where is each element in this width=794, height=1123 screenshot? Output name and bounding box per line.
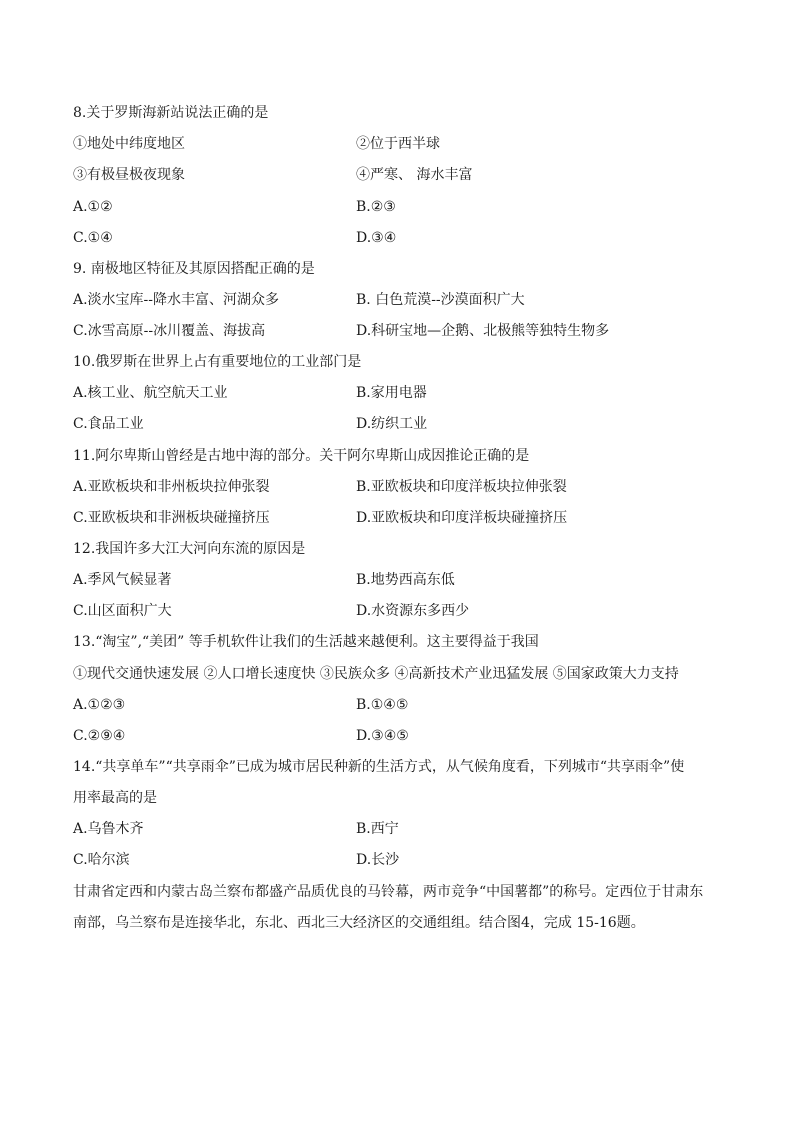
material-line-1: 甘肃省定西和内蒙古岛兰察布都盛产品质优良的马铃幕，两市竞争“中国薯都”的称号。定西位于甘肃东 xyxy=(73,884,704,900)
question-14-option-b: B.西宁 xyxy=(356,821,399,837)
question-12-option-b: B.地势西高东低 xyxy=(356,572,455,588)
question-11-option-c: C.亚欧板块和非洲板块碰撞挤压 xyxy=(73,510,270,526)
question-13-option-a: A.①②③ xyxy=(73,697,126,713)
question-14-option-a: A.乌鲁木齐 xyxy=(73,821,144,837)
question-14-stem-line-2: 用率最高的是 xyxy=(73,790,157,806)
question-8-item-1: ①地处中纬度地区 xyxy=(73,136,185,152)
question-11-options-row-2 xyxy=(73,508,723,528)
question-14-stem-line-1: 14.“共享单车”“共享雨伞”已成为城市居民种新的生活方式，从气候角度看，下列城市“共享雨伞”使 xyxy=(73,759,685,775)
question-13-option-d: D.③④⑤ xyxy=(356,728,409,744)
material-line-2: 南部，乌兰察布是连接华北，东北、西北三大经济区的交通组组。结合图4，完成 15-16题。 xyxy=(73,915,645,931)
question-9-option-c: C.冰雪高原--冰川覆盖、海拔高 xyxy=(73,323,266,339)
question-14-options-row-1 xyxy=(73,819,723,839)
question-12-option-c: C.山区面积广大 xyxy=(73,603,172,619)
question-11-option-d: D.亚欧板块和印度洋板块碰撞挤压 xyxy=(356,510,568,526)
question-9-options-row-2 xyxy=(73,321,723,341)
question-9-options-row-1 xyxy=(73,290,723,310)
question-10-options-row-1 xyxy=(73,383,723,403)
question-13-items: ①现代交通快速发展 ②人口增长速度快 ③民族众多 ④高新技术产业迅猛发展 ⑤国家政策大力支持 xyxy=(73,666,679,682)
question-11-option-a: A.亚欧板块和非州板块拉伸张裂 xyxy=(73,479,270,495)
question-12-options-row-1 xyxy=(73,570,723,590)
question-8-option-a: A.①② xyxy=(73,199,113,215)
question-13-stem: 13.“淘宝”,“美团” 等手机软件让我们的生活越来越便利。这主要得益于我国 xyxy=(73,634,539,650)
question-8-item-3: ③有极昼极夜现象 xyxy=(73,167,185,183)
question-8-item-4: ④严寒、 海水丰富 xyxy=(356,167,473,183)
question-14-option-d: D.长沙 xyxy=(356,852,400,868)
question-12-options-row-2 xyxy=(73,601,723,621)
question-13-option-c: C.②⑨④ xyxy=(73,728,126,744)
question-8-item-2: ②位于西半球 xyxy=(356,136,440,152)
question-10-option-d: D.纺织工业 xyxy=(356,416,428,432)
question-9-option-b: B. 白色荒漠--沙漠面积广大 xyxy=(356,292,525,308)
question-10-option-b: B.家用电器 xyxy=(356,385,427,401)
question-10-option-c: C.食品工业 xyxy=(73,416,144,432)
question-10-options-row-2 xyxy=(73,414,723,434)
question-13-option-b: B.①④⑤ xyxy=(356,697,409,713)
question-14-option-c: C.哈尔滨 xyxy=(73,852,130,868)
question-13-options-row-1 xyxy=(73,695,723,715)
question-10-stem: 10.俄罗斯在世界上占有重要地位的工业部门是 xyxy=(73,354,362,370)
question-8-items-row-2 xyxy=(73,165,723,185)
question-11-stem: 11.阿尔卑斯山曾经是古地中海的部分。关干阿尔卑斯山成因推论正确的是 xyxy=(73,448,530,464)
question-11-options-row-1 xyxy=(73,477,723,497)
question-9-stem: 9. 南极地区特征及其原因搭配正确的是 xyxy=(73,261,315,277)
question-12-option-a: A.季风气候显著 xyxy=(73,572,172,588)
question-8-stem: 8.关于罗斯海新站说法正确的是 xyxy=(73,105,269,121)
question-9-option-a: A.淡水宝库--降水丰富、河湖众多 xyxy=(73,292,280,308)
question-8-option-d: D.③④ xyxy=(356,230,397,246)
question-8-options-row-1 xyxy=(73,197,723,217)
question-10-option-a: A.核工业、航空航天工业 xyxy=(73,385,228,401)
question-12-stem: 12.我国许多大江大河向东流的原因是 xyxy=(73,541,306,557)
question-12-option-d: D.水资源东多西少 xyxy=(356,603,470,619)
question-13-options-row-2 xyxy=(73,726,723,746)
question-8-items-row-1 xyxy=(73,134,723,154)
question-8-option-c: C.①④ xyxy=(73,230,113,246)
question-11-option-b: B.亚欧板块和印度洋板块拉伸张裂 xyxy=(356,479,567,495)
question-14-options-row-2 xyxy=(73,850,723,870)
question-9-option-d: D.科研宝地—企鹅、北极熊等独特生物多 xyxy=(356,323,610,339)
question-8-option-b: B.②③ xyxy=(356,199,396,215)
question-8-options-row-2 xyxy=(73,228,723,248)
